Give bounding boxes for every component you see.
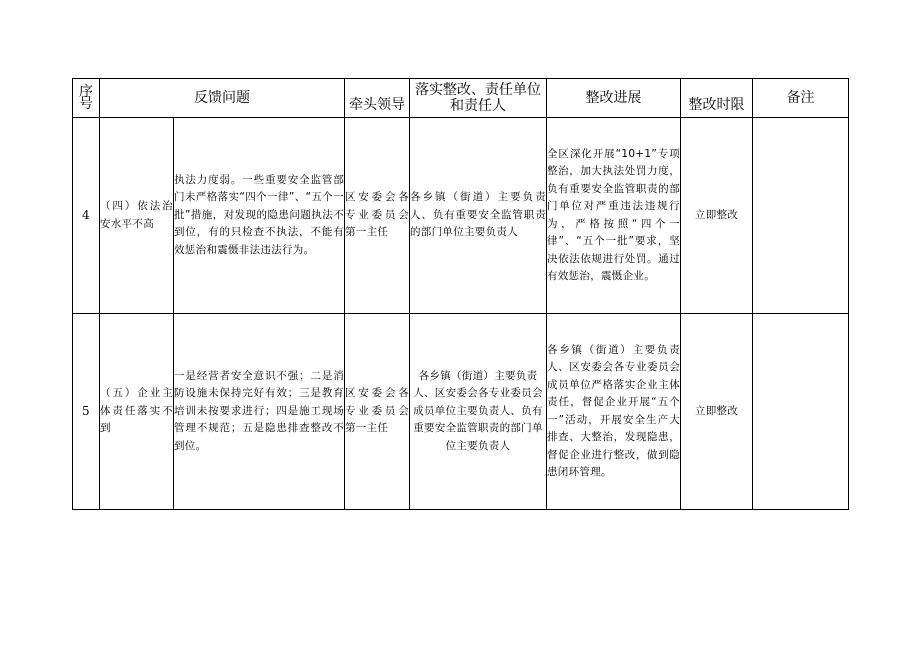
row-progress: 全区深化开展“10+1”专项整治，加大执法处罚力度，负有重要安全监管职责的部门单位对严重违法违规行为，严格按照“四个一律”、“五个一批”要求，坚决依法依规进行处罚。通过有效惩治，震慑企业。	[547, 118, 681, 314]
header-responsible: 落实整改、责任单位和责任人	[410, 79, 547, 118]
row-remarks	[753, 118, 849, 314]
header-row	[73, 79, 849, 118]
row-leader: 区安委会各专业委员会第一主任	[345, 118, 410, 314]
table-row	[73, 314, 849, 510]
header-issue: 反馈问题	[100, 79, 345, 118]
row-responsible: 各乡镇（街道）主要负责人、负有重要安全监管职责的部门单位主要负责人	[410, 118, 547, 314]
row-index: 5	[73, 314, 100, 510]
header-deadline	[681, 79, 753, 118]
header-leader-label: 牵头领导	[349, 97, 405, 113]
header-progress: 整改进展	[547, 79, 681, 118]
row-responsible: 各乡镇（街道）主要负责人、区安委会各专业委员会成员单位主要负责人、负有重要安全监管职责的部门单位主要负责人	[410, 314, 547, 510]
row-index: 4	[73, 118, 100, 314]
header-index: 序号	[73, 79, 100, 118]
header-deadline-label: 整改时限	[688, 97, 745, 113]
row-progress: 各乡镇（街道）主要负责人、区安委会各专业委员会成员单位严格落实企业主体责任，督促企业开展“五个一”活动，开展安全生产大排查、大整治，发现隐患，督促企业进行整改，做到隐患闭环管理。	[547, 314, 681, 510]
row-deadline: 立即整改	[681, 314, 753, 510]
row-deadline: 立即整改	[681, 118, 753, 314]
row-issue: 一是经营者安全意识不强；二是消防设施未保持完好有效；三是教育培训未按要求进行；四是施工现场管理不规范；五是隐患排查整改不到位。	[174, 314, 345, 510]
row-issue: 执法力度弱。一些重要安全监管部门未严格落实“四个一律”、“五个一批”措施，对发现的隐患问题执法不到位，有的只检查不执法，不能有效惩治和震慑非法违法行为。	[174, 118, 345, 314]
table-row	[73, 118, 849, 314]
row-leader: 区安委会各专业委员会第一主任	[345, 314, 410, 510]
row-category: （四）依法治安水平不高	[100, 118, 174, 314]
header-remarks: 备注	[753, 79, 849, 118]
row-remarks	[753, 314, 849, 510]
header-leader	[345, 79, 410, 118]
rectification-table	[72, 78, 849, 510]
row-category: （五）企业主体责任落实不到	[100, 314, 174, 510]
